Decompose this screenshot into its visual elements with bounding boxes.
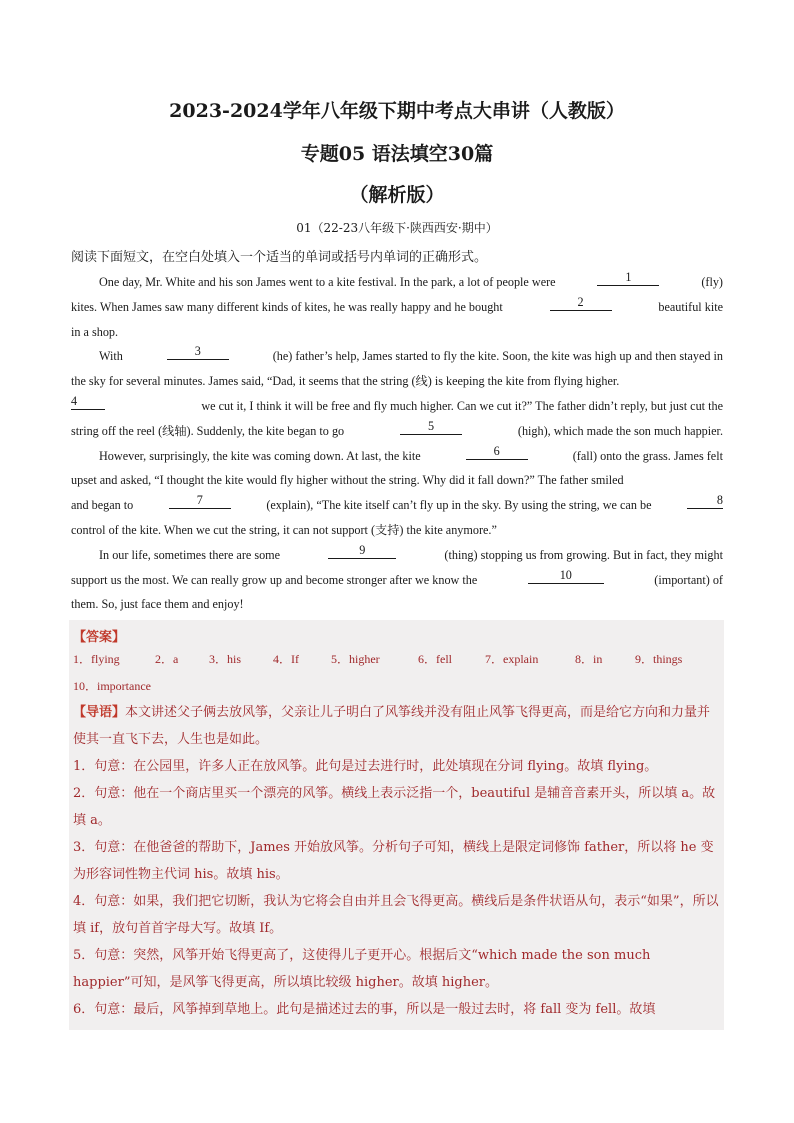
passage-line <box>71 369 723 394</box>
passage-text: upset and asked, “I thought the kite would fly higher without the string. Why did it fall down?” The father smiled <box>71 473 624 488</box>
answer-item: 5．higher <box>331 652 380 666</box>
explanation-2: 2．句意：他在一个商店里买一个漂亮的风筝。横线上表示泛指一个，beautiful 是辅音音素开头，所以填 a。故填 a。 <box>73 786 716 828</box>
passage-line <box>71 419 723 444</box>
passage-text: support us the most. We can really grow up and become stronger after we know the <box>71 572 478 587</box>
blank-1: 1 <box>597 270 659 286</box>
blank-6: 6 <box>466 444 528 460</box>
passage-line <box>71 493 723 518</box>
passage-text: (fall) onto the grass. James felt <box>572 448 723 463</box>
passage-line <box>71 344 723 369</box>
blank-7: 7 <box>169 493 231 509</box>
passage-text: and began to <box>71 498 134 513</box>
passage-text: With <box>99 349 123 364</box>
answer-item: 7．explain <box>485 652 539 666</box>
passage-text: One day, Mr. White and his son James went to a kite festival. In the park, a lot of people were <box>99 275 556 289</box>
passage-line <box>71 444 723 469</box>
guide-paragraph <box>73 699 721 753</box>
question-source: 01（22-23八年级下·陕西西安·期中） <box>296 221 498 235</box>
blank-10: 10 <box>528 568 604 584</box>
passage-line <box>71 270 723 295</box>
answer-item: 1．flying <box>73 652 120 666</box>
blank-2: 2 <box>550 295 612 311</box>
blank-8: 8 <box>687 493 723 509</box>
passage-line <box>71 295 723 320</box>
passage-text: (fly) <box>701 275 723 289</box>
blank-4: 4 <box>71 394 105 410</box>
passage-text: string off the reel (线轴). Suddenly, the kite began to go <box>71 423 345 438</box>
document-subtitle: 专题05 语法填空30篇 <box>300 143 494 165</box>
passage-text: However, surprisingly, the kite was coming down. At last, the kite <box>99 448 421 463</box>
blank-3: 3 <box>167 344 229 360</box>
instruction: 阅读下面短文，在空白处填入一个适当的单词或括号内单词的正确形式。 <box>71 250 488 265</box>
passage-text: (explain), “The kite itself can’t fly up in the sky. By using the string, we can be <box>266 498 652 513</box>
document-title: 2023-2024学年八年级下期中考点大串讲（人教版） <box>169 100 625 122</box>
explanation-5: 5．句意：突然，风筝开始飞得更高了，这使得儿子更开心。根据后文“which made the son much happier”可知，是风筝飞得更高，所以填比较级 higher。故填 higher。 <box>73 948 651 990</box>
passage-line <box>71 592 723 617</box>
passage-text: (high), which made the son much happier. <box>517 423 723 438</box>
edition-label: （解析版） <box>349 184 445 206</box>
passage-line <box>71 468 723 493</box>
explanation-1: 1．句意：在公园里，许多人正在放风筝。此句是过去进行时，此处填现在分词 flying。故填 flying。 <box>73 759 658 774</box>
passage-text: we cut it, I think it will be free and fly much higher. Can we cut it?” The father didn’t reply, but just cut the <box>201 398 723 413</box>
passage-line <box>71 394 723 419</box>
explanation-6: 6．句意：最后，风筝掉到草地上。此句是描述过去的事，所以是一般过去时，将 fall 变为 fell。故填 <box>73 1002 656 1017</box>
guide-label: 【导语】 <box>73 705 126 720</box>
passage-text: beautiful kite <box>658 299 723 314</box>
blank-9: 9 <box>328 543 396 559</box>
passage-line <box>71 543 723 568</box>
passage-text: (thing) stopping us from growing. But in fact, they might <box>444 547 723 562</box>
answer-item: 2．a <box>155 652 179 666</box>
answer-item: 4．If <box>273 652 299 666</box>
passage-text: In our life, sometimes there are some <box>99 547 281 562</box>
guide-text: 本文讲述父子俩去放风筝，父亲让儿子明白了风筝线并没有阻止风筝飞得更高，而是给它方向和力量并使其一直飞下去，人生也是如此。 <box>73 705 711 747</box>
passage-line <box>71 568 723 593</box>
passage-text: control of the kite. When we cut the string, it can not support (支持) the kite anymore.” <box>71 522 497 537</box>
passage-line <box>71 518 723 543</box>
answer-panel <box>69 620 724 1030</box>
passage-text: (important) of <box>654 572 723 587</box>
passage-text: (he) father’s help, James started to fly the kite. Soon, the kite was high up and then stayed in <box>272 349 723 364</box>
passage-line <box>71 320 723 345</box>
answer-item: 6．fell <box>418 652 452 666</box>
explanation-4: 4．句意：如果，我们把它切断，我认为它将会自由并且会飞得更高。横线后是条件状语从句，表示“如果”，所以填 if，放句首首字母大写。故填 If。 <box>73 894 719 936</box>
passage-text: in a shop. <box>71 324 119 339</box>
passage <box>71 270 723 617</box>
answer-item: 3．his <box>209 652 242 666</box>
blank-5: 5 <box>400 419 462 435</box>
answer-item: 9．things <box>635 652 683 666</box>
answer-label: 【答案】 <box>73 630 126 645</box>
passage-text: them. So, just face them and enjoy! <box>71 597 244 612</box>
passage-text: the sky for several minutes. James said, “Dad, it seems that the string (线) is keeping the kite from flying higher. <box>71 374 620 389</box>
answer-item: 10．importance <box>73 679 151 693</box>
passage-text: kites. When James saw many different kinds of kites, he was really happy and he bought <box>71 299 503 314</box>
answer-item: 8．in <box>575 652 603 666</box>
explanation-3: 3．句意：在他爸爸的帮助下，James 开始放风筝。分析句子可知，横线上是限定词修饰 father，所以将 he 变为形容词性物主代词 his。故填 his。 <box>73 840 714 882</box>
